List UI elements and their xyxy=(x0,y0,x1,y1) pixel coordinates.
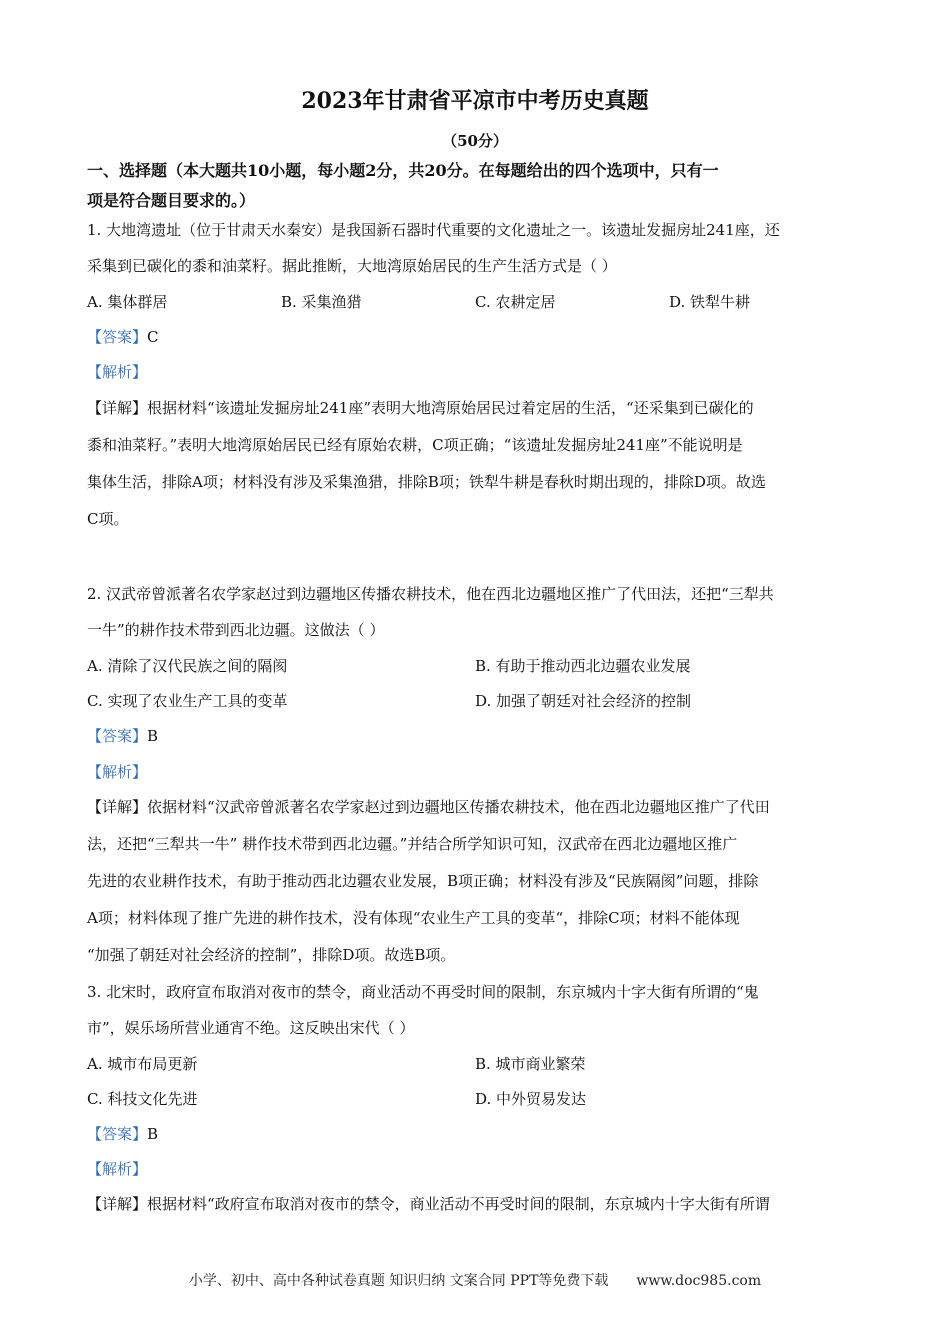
section-heading xyxy=(87,156,867,216)
q2-option-d: D. 加强了朝廷对社会经济的控制 xyxy=(475,692,692,710)
q1-detail-text-1: 根据材料“该遗址发掘房址241座”表明大地湾原始居民过着定居的生活，“还采集到已碳化的 xyxy=(147,399,754,417)
q3-answer-value: B xyxy=(147,1125,159,1143)
answer-label: 【答案】 xyxy=(87,727,148,745)
q1-detail-line-3: 集体生活，排除A项；材料没有涉及采集渔猎，排除B项；铁犁牛耕是春秋时期出现的，排除D项。故选 xyxy=(87,473,766,491)
q1-detail-line-4: C项。 xyxy=(87,510,129,528)
q3-detail-text-1: 根据材料“政府宣布取消对夜市的禁令，商业活动不再受时间的限制，东京城内十字大街有所谓 xyxy=(147,1195,770,1213)
q1-stem-line-2: 采集到已碳化的黍和油菜籽。据此推断，大地湾原始居民的生产生活方式是（ ） xyxy=(87,257,617,275)
page-footer xyxy=(0,1270,950,1290)
q2-detail-line-1 xyxy=(87,797,867,817)
q2-option-c: C. 实现了农业生产工具的变革 xyxy=(87,692,288,710)
q2-answer-value: B xyxy=(147,727,159,745)
page-title: 2023年甘肃省平凉市中考历史真题 xyxy=(301,88,649,114)
analysis-label: 【解析】 xyxy=(87,763,148,781)
total-score: （50分） xyxy=(442,132,508,150)
q1-detail-line-1 xyxy=(87,398,867,418)
q2-detail-line-5: “加强了朝廷对社会经济的控制”，排除D项。故选B项。 xyxy=(87,946,456,964)
q1-option-a: A. 集体群居 xyxy=(87,293,168,311)
q3-stem-line-2: 市”，娱乐场所营业通宵不绝。这反映出宋代（ ） xyxy=(87,1019,415,1037)
q1-answer-value: C xyxy=(147,328,159,346)
footer-site-link[interactable]: www.doc985.com xyxy=(636,1273,762,1289)
footer-text: 小学、初中、高中各种试卷真题 知识归纳 文案合同 PPT等免费下载 xyxy=(188,1273,609,1289)
analysis-label: 【解析】 xyxy=(87,363,148,381)
q2-detail-line-3: 先进的农业耕作技术，有助于推动西北边疆农业发展，B项正确；材料没有涉及“民族隔阂”问题，排除 xyxy=(87,872,759,890)
q2-detail-text-1: 依据材料“汉武帝曾派著名农学家赵过到边疆地区传播农耕技术，他在西北边疆地区推广了代田 xyxy=(147,798,770,816)
q1-answer xyxy=(87,327,867,347)
detail-label: 【详解】 xyxy=(87,798,148,816)
q1-option-c: C. 农耕定居 xyxy=(475,293,556,311)
q2-option-b: B. 有助于推动西北边疆农业发展 xyxy=(475,657,691,675)
analysis-label: 【解析】 xyxy=(87,1160,148,1178)
q3-option-c: C. 科技文化先进 xyxy=(87,1090,198,1108)
q1-stem-line-1: 1. 大地湾遗址（位于甘肃天水秦安）是我国新石器时代重要的文化遗址之一。该遗址发掘房址241座，还 xyxy=(87,221,780,239)
q2-stem-line-2: 一牛”的耕作技术带到西北边疆。这做法（ ） xyxy=(87,621,385,639)
q3-option-a: A. 城市布局更新 xyxy=(87,1055,198,1073)
section-heading-line-1: 一、选择题（本大题共10小题，每小题2分，共20分。在每题给出的四个选项中，只有一 xyxy=(87,161,719,180)
q1-option-d: D. 铁犁牛耕 xyxy=(669,293,751,311)
q1-detail-line-2: 黍和油菜籽。”表明大地湾原始居民已经有原始农耕，C项正确；“该遗址发掘房址241座”不能说明是 xyxy=(87,436,743,454)
q2-detail-line-4: A项；材料体现了推广先进的耕作技术，没有体现“农业生产工具的变革“，排除C项；材料不能体现 xyxy=(87,909,740,927)
q1-option-b: B. 采集渔猎 xyxy=(281,293,362,311)
answer-label: 【答案】 xyxy=(87,1125,148,1143)
detail-label: 【详解】 xyxy=(87,399,148,417)
q3-answer xyxy=(87,1124,867,1144)
q2-stem-line-1: 2. 汉武帝曾派著名农学家赵过到边疆地区传播农耕技术，他在西北边疆地区推广了代田法，还把“三犁共 xyxy=(87,585,774,603)
q3-option-d: D. 中外贸易发达 xyxy=(475,1090,587,1108)
detail-label: 【详解】 xyxy=(87,1195,148,1213)
answer-label: 【答案】 xyxy=(87,328,148,346)
q2-detail-line-2: 法，还把“三犁共一牛” 耕作技术带到西北边疆。”并结合所学知识可知，汉武帝在西北边疆地区推广 xyxy=(87,835,738,853)
q2-analysis xyxy=(87,762,867,782)
q3-option-b: B. 城市商业繁荣 xyxy=(475,1055,586,1073)
q3-analysis xyxy=(87,1159,867,1179)
section-heading-line-2: 项是符合题目要求的。） xyxy=(87,191,256,210)
q2-option-a: A. 清除了汉代民族之间的隔阂 xyxy=(87,657,288,675)
q3-detail-line-1 xyxy=(87,1194,867,1214)
q2-answer xyxy=(87,726,867,746)
q1-analysis xyxy=(87,362,867,382)
q3-stem-line-1: 3. 北宋时，政府宣布取消对夜市的禁令，商业活动不再受时间的限制，东京城内十字大街有所谓的“鬼 xyxy=(87,983,759,1001)
